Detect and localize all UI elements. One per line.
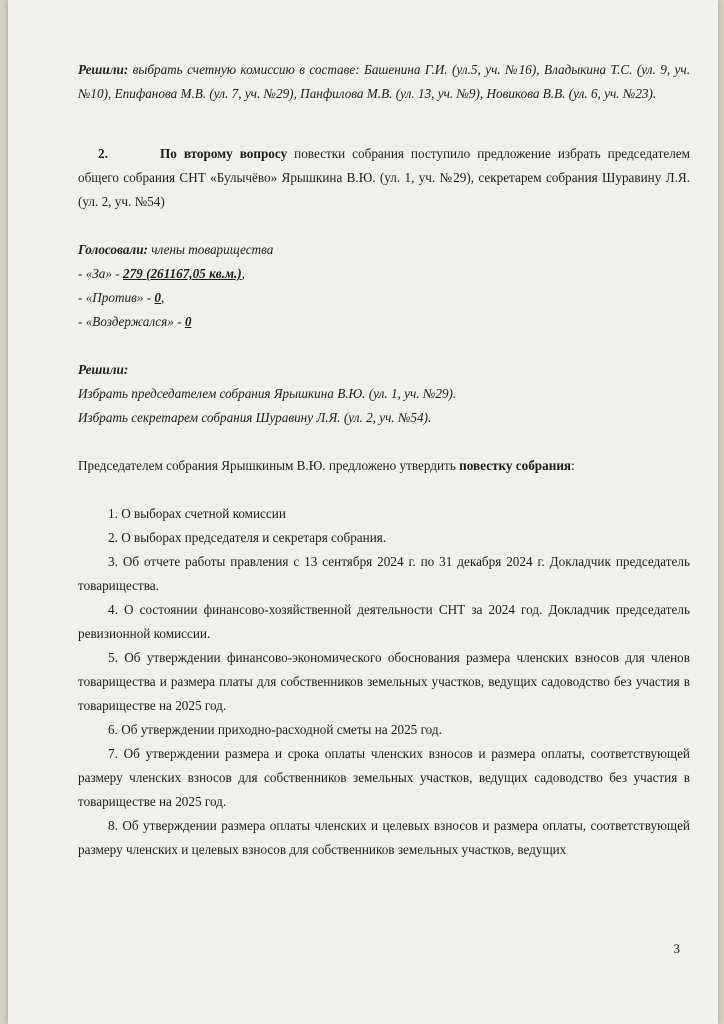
document-body [78,58,690,862]
resolution-text: выбрать счетную комиссию в составе: Башенина Г.И. (ул.5, уч. №16), Владыкина Т.С. (ул. 9, уч. №10), Епифанова М.В. (ул. 7, уч. №29), Панфилова М.В. (ул. 13, уч. №9), Новикова В.В. (ул. 6, уч. №23). [78,62,690,101]
agenda-item: 3. Об отчете работы правления с 13 сентября 2024 г. по 31 декабря 2024 г. Докладчик председатель товарищества. [78,554,690,593]
vote-against-line [78,286,690,310]
resolution-label: Решили: [78,62,129,77]
vote-voters: члены товарищества [147,242,274,257]
vote-for-value: 279 (261167,05 кв.м.) [122,266,242,281]
agenda-proposal [78,454,690,478]
question-lead: По второму вопросу [160,146,288,161]
agenda-item: 8. Об утверждении размера оплаты членских и целевых взносов и размера оплаты, соответствующей размеру членских и целевых взносов для собственников земельных участков, ведущих [78,818,690,857]
agenda-item: 6. Об утверждении приходно-расходной сметы на 2025 год. [108,722,442,737]
vote-for-end: , [241,266,245,281]
resolution-counting-commission [78,58,690,106]
vote-heading [78,238,690,262]
resolution-2-line-2: Избрать секретарем собрания Шуравину Л.Я. (ул. 2, уч. №54). [78,410,432,425]
agenda-item: 7. Об утверждении размера и срока оплаты членских взносов и размера оплаты, соответствующей размеру членских взносов для собственников земельных участков, ведущих садоводство без участия в товариществе на 2025 год. [78,746,690,809]
agenda-item: 4. О состоянии финансово-хозяйственной деятельности СНТ за 2024 год. Докладчик председатель ревизионной комиссии. [78,602,690,641]
resolution-2-label: Решили: [78,362,129,377]
proposal-end: : [571,458,575,473]
page-number: 3 [673,941,680,956]
question-2-paragraph [78,142,690,214]
agenda-list [78,502,690,862]
vote-against-value: 0 [154,290,162,305]
proposal-text: Председателем собрания Ярышкиным В.Ю. предложено утвердить [78,458,460,473]
agenda-item: 5. Об утверждении финансово-экономического обоснования размера членских взносов для членов товарищества и размера платы для собственников земельных участков, ведущих садоводство без участия в товариществе на 2025 год. [78,650,690,713]
question-number: 2. [98,146,108,161]
question-text: повестки собрания поступило предложение избрать председателем общего собрания СНТ «Булычёво» Ярышкина В.Ю. (ул. 1, уч. №29), секретарем собрания Шуравину Л.Я. (ул. 2, уч. №54) [78,146,690,209]
document-page [8,0,718,1024]
vote-for-line [78,262,690,286]
vote-label: Голосовали: [78,242,148,257]
vote-abstain-line [78,310,690,334]
proposal-bold: повестку собрания [459,458,572,473]
agenda-item: 1. О выборах счетной комиссии [108,506,286,521]
vote-against-label: - «Против» - [78,290,155,305]
agenda-item: 2. О выборах председателя и секретаря собрания. [108,530,387,545]
resolution-2-line-1: Избрать председателем собрания Ярышкина В.Ю. (ул. 1, уч. №29). [78,386,457,401]
vote-for-label: - «За» - [78,266,123,281]
vote-abstain-label: - «Воздержался» - [78,314,185,329]
vote-abstain-value: 0 [184,314,192,329]
vote-against-end: , [161,290,165,305]
